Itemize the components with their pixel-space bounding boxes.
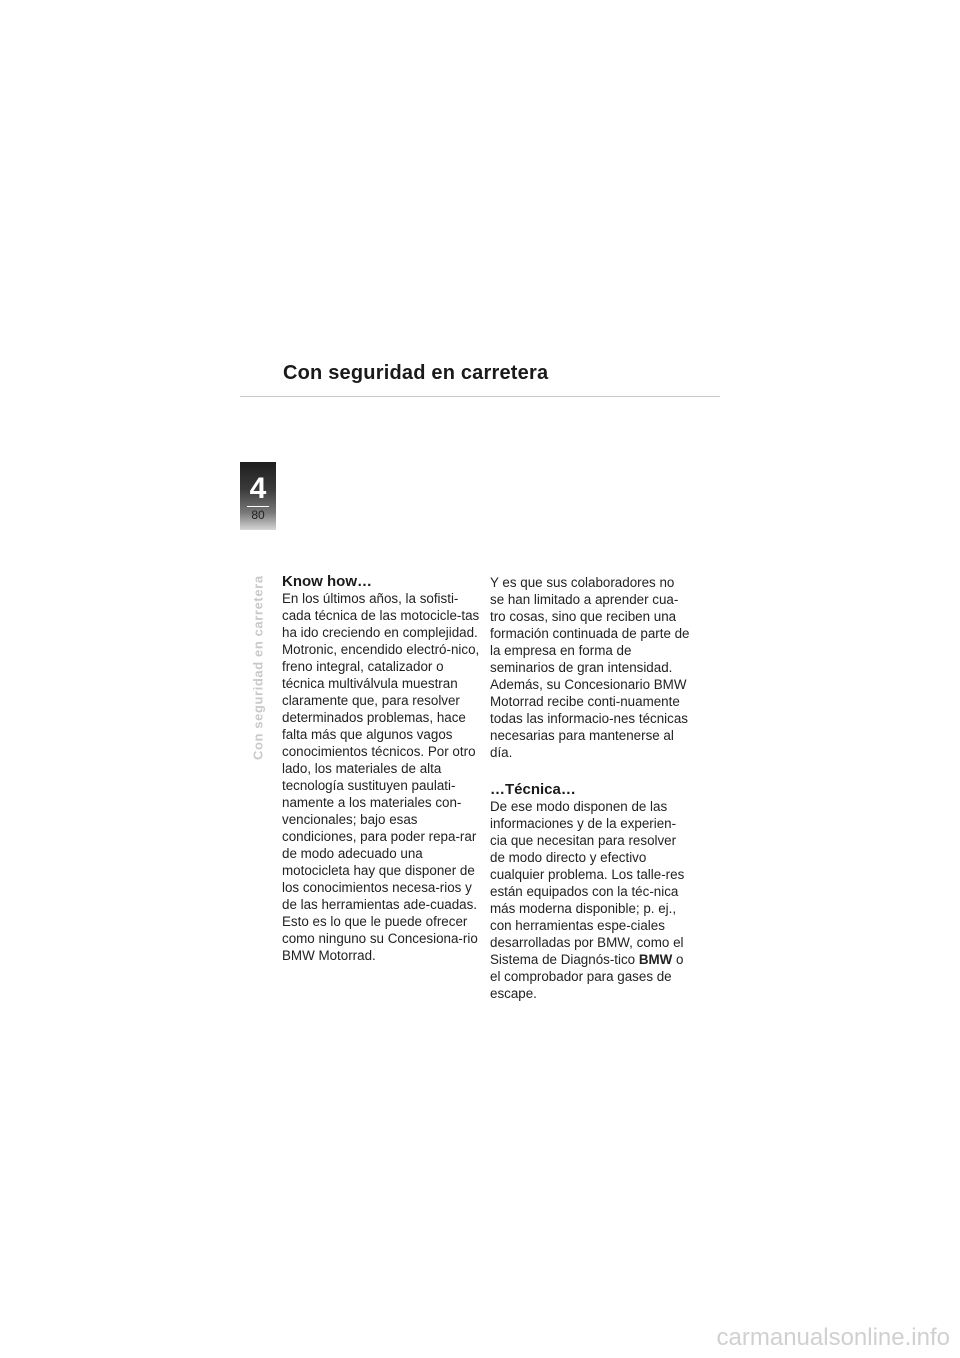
paragraph: Además, su Concesionario BMW Motorrad recibe conti-nuamente todas las informacio-nes técnicas necesarias para mantenerse al día. [490, 677, 688, 760]
chapter-divider [247, 506, 269, 507]
side-chapter-label [240, 546, 276, 760]
column-right-tecnica [490, 782, 690, 1002]
paragraph: Esto es lo que le puede ofrecer como ninguno su Concesiona-rio BMW Motorrad. [282, 914, 478, 963]
paragraph-tecnica [490, 798, 690, 1002]
column-left [282, 574, 482, 964]
title-divider [240, 396, 720, 397]
chapter-tab [240, 462, 276, 530]
chapter-number: 4 [249, 472, 267, 505]
section-heading-tecnica: …Técnica… [490, 781, 576, 798]
page-title: Con seguridad en carretera [283, 362, 549, 384]
column-right [490, 574, 690, 761]
paragraph: Motronic, encendido electró-nico, freno integral, catalizador o técnica multiválvula muestran claramente que, para resolver determinados problemas, hace falta más que algunos vagos conocimientos técnicos. Por otro lado, los materiales de alta tecnología sustituyen paulati-namente a los materiales con-vencionales; bajo esas condiciones, para poder repa-rar de modo adecuado una motocicleta hay que disponer de los conocimientos necesa-rios y de las herramientas ade-cuadas. [282, 642, 480, 912]
brand-name: BMW [638, 952, 673, 967]
tecnica-text-start: De ese modo disponen de las informaciones y de la experien-cia que necesitan para resolver de modo directo y efectivo cualquier problema. Los talle-res están equipados con la téc-nica más moderna disponible; p. ej., con herramientas espe-ciales desarrolladas por BMW, como el Sistema de Diagnós-tico [490, 799, 685, 967]
page-number: 80 [251, 508, 265, 522]
paragraph: En los últimos años, la sofisti-cada técnica de las motocicle-tas ha ido creciendo en complejidad. [282, 591, 480, 640]
tecnica-text-end: o el comprobador para gases de escape. [490, 952, 684, 1001]
watermark: carmanualsonline.info [716, 1324, 950, 1351]
section-heading-know-how: Know how… [282, 573, 372, 590]
paragraph: Y es que sus colaboradores no se han limitado a aprender cua-tro cosas, sino que reciben una formación continuada de parte de la empresa en forma de seminarios de gran intensidad. [490, 575, 690, 675]
side-chapter-label-text: Con seguridad en carretera [250, 575, 266, 760]
